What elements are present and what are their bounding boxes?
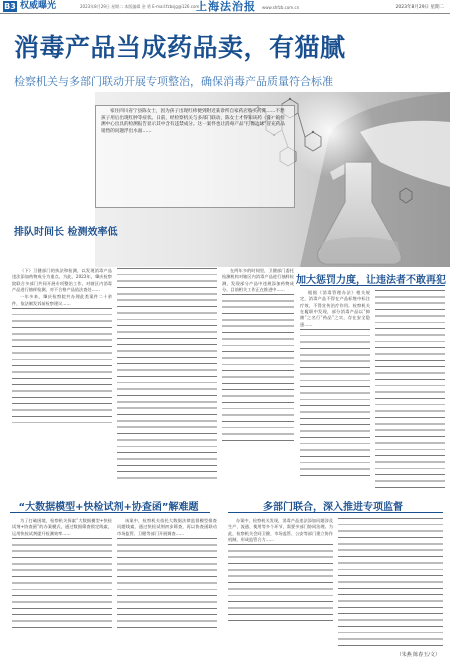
column-4	[300, 290, 370, 490]
page-number-badge: B3	[4, 2, 16, 11]
column-4-lead: 根据《消毒管理办法》相关规定，消毒产品不得在产品标签中标注疗效，不得宣传治疗作用。检察机关在履职中发现，部分消毒产品以“抑菌”之名行“药品”之实，存在安全隐患……	[300, 290, 370, 327]
masthead	[0, 0, 450, 14]
body-text-lines	[117, 268, 217, 480]
column-8-lead: 办案中，检察机关发现，消毒产品违法添加问题涉及生产、流通、使用等多个环节，需要多部门协同治理。为此，检察机关会同卫健、市场监管、公安等部门建立协作机制，形成监管合力……	[228, 518, 333, 543]
section-heading-2: 加大惩罚力度，让违法者不敢再犯	[296, 275, 446, 286]
byline: （朱燕 陈春玉/文）	[396, 652, 440, 658]
column-6	[12, 518, 112, 648]
column-1	[12, 268, 112, 480]
body-text-lines	[228, 544, 333, 624]
column-5	[375, 290, 445, 490]
hero-fade	[0, 92, 95, 267]
body-text-lines	[338, 518, 443, 648]
heading-rule	[228, 512, 443, 513]
newspaper-url: www.shfzb.com.cn	[262, 5, 300, 10]
column-3-lead: 在两年多的时间里，卫健部门委托检测机构对辖区内消毒产品进行抽样检测，发现部分产品中违规添加药物成分。目前相关工作正在推进中……	[222, 268, 294, 293]
heading-rule	[10, 512, 210, 513]
summary-text: 家住四川省宁县陈女士，因为孩子出现红疹便到附近某诊所自家药店购买药膏……不想孩子用后出现红肿等症状。日前，经检察机关与多部门联动，陈女士才得知该药（膏）的检测中心出具的检测报告显示其中含有违禁成分。这一案件也让消毒产品“打擦边球”冒充药品销售的问题浮出水面……	[101, 109, 285, 135]
section-heading-3: “大数据模型+快检试剂+协查函”解难题	[18, 502, 199, 513]
body-text-lines	[300, 329, 370, 479]
newspaper-logo: 上海法治报	[196, 0, 256, 13]
body-text-lines	[375, 290, 445, 490]
body-text-lines	[12, 538, 112, 628]
headline: 消毒产品当成药品卖，有猫腻	[14, 33, 346, 62]
column-9	[338, 518, 443, 648]
section-heading-4: 多部门联合，深入推进专项监督	[263, 502, 403, 513]
column-3	[222, 268, 294, 480]
column-7	[117, 518, 217, 648]
summary-box	[95, 105, 295, 208]
column-1-lead: （下）卫健部门的执法和检测，以发现消毒产品违法添加药物成分为重点。为此，2023年，肇庆检察院联合多部门共同开展专项整治工作，对辖区内消毒产品进行抽样检测，对不合格产品依法查处……	[12, 268, 112, 293]
section-name: 权威曝光	[20, 1, 57, 11]
body-text-lines	[117, 538, 217, 628]
issue-date: 2023年8月29日 星期二	[395, 5, 444, 10]
section-heading-1: 排队时间长 检测效率低	[14, 227, 118, 238]
body-text-lines	[222, 294, 294, 444]
subheadline: 检察机关与多部门联动开展专项整治，确保消毒产品质量符合标准	[14, 75, 333, 88]
body-text-lines	[12, 308, 112, 428]
column-8	[228, 518, 333, 648]
column-6-lead: 为了打破困境，检察机关探索“大数据模型+快检试剂+协查函”的办案模式，通过数据筛查锁定线索，运用快检试剂提升检测效率……	[12, 518, 112, 536]
heading-rule	[300, 285, 445, 286]
column-1-continued: 一年多来，肇庆检察院共办理此类案件二十余件，依法制发诉前检察建议……	[12, 294, 112, 306]
column-7-lead: 该案中，检察机关依托大数据法律监督模型排查问题线索，通过快检试剂初步筛查，再以协查函联动市场监管、卫健等部门开展调查……	[117, 518, 217, 536]
masthead-meta: 2023年8月29日 星期二 本版编辑 金 勇 E-mail:fzbsjg@126.com	[80, 4, 200, 9]
column-2	[117, 268, 217, 480]
